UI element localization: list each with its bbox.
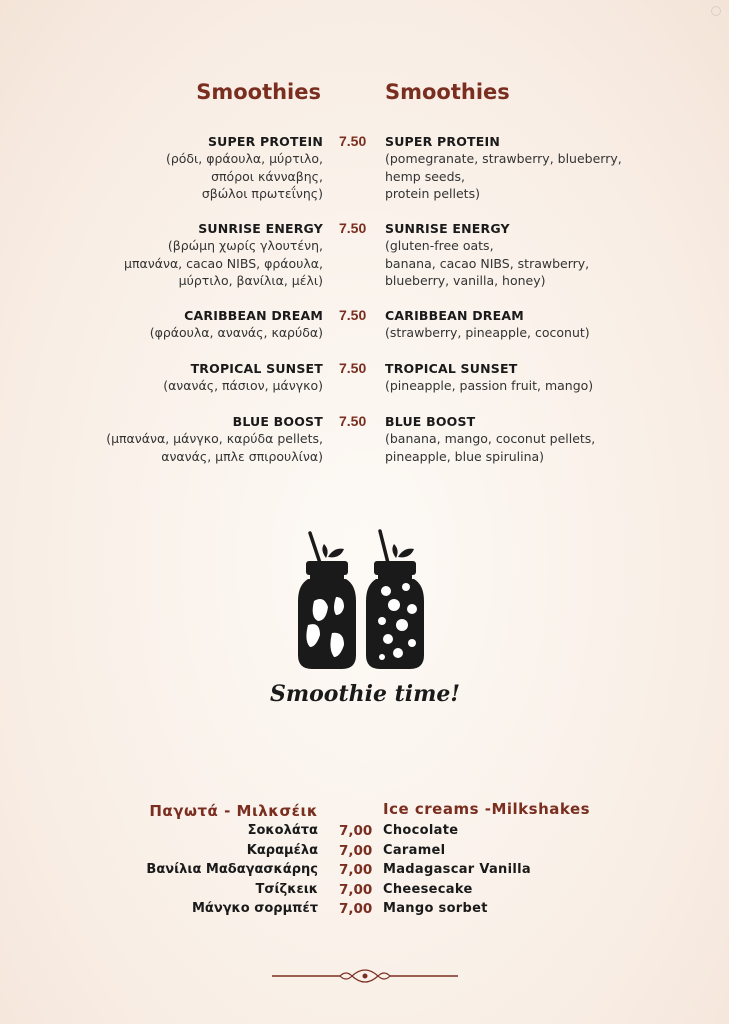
icecream-row	[0, 882, 729, 902]
smoothie-english-column	[385, 360, 725, 395]
smoothie-price: 7.50	[339, 413, 367, 429]
smoothie-price: 7.50	[339, 220, 367, 236]
smoothie-desc-en: (pomegranate, strawberry, blueberry, hemp seeds, protein pellets)	[385, 151, 622, 201]
smoothie-desc-gr: (ανανάς, πάσιον, μάνγκο)	[163, 378, 323, 393]
smoothie-english-column	[385, 413, 725, 465]
icecream-row	[0, 862, 729, 882]
icecream-row	[0, 901, 729, 921]
smoothie-price: 7.50	[339, 307, 367, 323]
smoothie-price: 7.50	[339, 360, 367, 376]
icecream-price: 7,00	[339, 823, 373, 839]
icecream-name-en: Mango sorbet	[383, 901, 488, 916]
smoothie-greek-column	[0, 413, 323, 465]
icecream-name-en: Chocolate	[383, 823, 459, 838]
smoothie-name-gr: CARIBBEAN DREAM	[184, 308, 323, 323]
icecreams-title-gr: Παγωτά - Μιλκσέικ	[149, 802, 318, 820]
smoothie-name-en: CARIBBEAN DREAM	[385, 308, 524, 323]
icecream-price: 7,00	[339, 862, 373, 878]
icecream-name-gr: Μάνγκο σορμπέτ	[191, 901, 318, 916]
icecream-name-gr: Καραμέλα	[246, 843, 318, 858]
icecream-price: 7,00	[339, 843, 373, 859]
smoothies-title-en: Smoothies	[385, 80, 510, 104]
smoothie-name-en: TROPICAL SUNSET	[385, 361, 518, 376]
smoothie-greek-column	[0, 133, 323, 203]
smoothie-greek-column	[0, 360, 323, 395]
smoothie-price: 7.50	[339, 133, 367, 149]
left-jar-icon	[298, 533, 356, 669]
smoothie-desc-gr: (μπανάνα, μάνγκο, καρύδα pellets, ανανάς, μπλε σπιρουλίνα)	[106, 431, 323, 464]
smoothie-desc-gr: (φράουλα, ανανάς, καρύδα)	[149, 325, 323, 340]
smoothie-desc-en: (gluten-free oats, banana, cacao NIBS, strawberry, blueberry, vanilla, honey)	[385, 238, 590, 288]
smoothie-name-en: BLUE BOOST	[385, 414, 476, 429]
right-jar-icon	[366, 531, 424, 669]
smoothie-desc-en: (pineapple, passion fruit, mango)	[385, 378, 594, 393]
smoothie-name-gr: SUNRISE ENERGY	[198, 221, 323, 236]
icecream-price: 7,00	[339, 901, 373, 917]
icecreams-title-en: Ice creams -Milkshakes	[383, 800, 591, 818]
icecream-row	[0, 823, 729, 843]
smoothie-greek-column	[0, 307, 323, 342]
icecream-price: 7,00	[339, 882, 373, 898]
smoothie-name-gr: SUPER PROTEIN	[207, 134, 323, 149]
smoothie-desc-en: (strawberry, pineapple, coconut)	[385, 325, 590, 340]
icecream-name-gr: Τσίζκεικ	[255, 882, 318, 897]
icecream-name-en: Cheesecake	[383, 882, 473, 897]
ornament-divider-icon	[270, 966, 460, 986]
smoothie-desc-gr: (βρώμη χωρίς γλουτένη, μπανάνα, cacao NIBS, φράουλα, μύρτιλο, βανίλια, μέλι)	[124, 238, 323, 288]
smoothie-jars-icon	[270, 525, 460, 715]
smoothie-english-column	[385, 307, 725, 342]
smoothie-desc-en: (banana, mango, coconut pellets, pineapple, blue spirulina)	[385, 431, 596, 464]
smoothie-time-caption: Smoothie time!	[270, 681, 460, 707]
icecream-row	[0, 843, 729, 863]
icecream-name-en: Madagascar Vanilla	[383, 862, 531, 877]
smoothie-english-column	[385, 220, 725, 290]
corner-circle-icon	[711, 6, 721, 16]
smoothies-title-gr: Smoothies	[196, 80, 321, 104]
icecream-name-en: Caramel	[383, 843, 446, 858]
smoothie-desc-gr: (ρόδι, φράουλα, μύρτιλο, σπόροι κάνναβης, σβώλοι πρωτεΐνης)	[165, 151, 323, 201]
icecream-name-gr: Βανίλια Μαδαγασκάρης	[146, 862, 318, 877]
smoothie-greek-column	[0, 220, 323, 290]
smoothie-name-en: SUPER PROTEIN	[385, 134, 501, 149]
smoothie-english-column	[385, 133, 725, 203]
smoothie-name-gr: BLUE BOOST	[232, 414, 323, 429]
smoothie-name-en: SUNRISE ENERGY	[385, 221, 510, 236]
icecream-name-gr: Σοκολάτα	[247, 823, 318, 838]
smoothie-name-gr: TROPICAL SUNSET	[190, 361, 323, 376]
